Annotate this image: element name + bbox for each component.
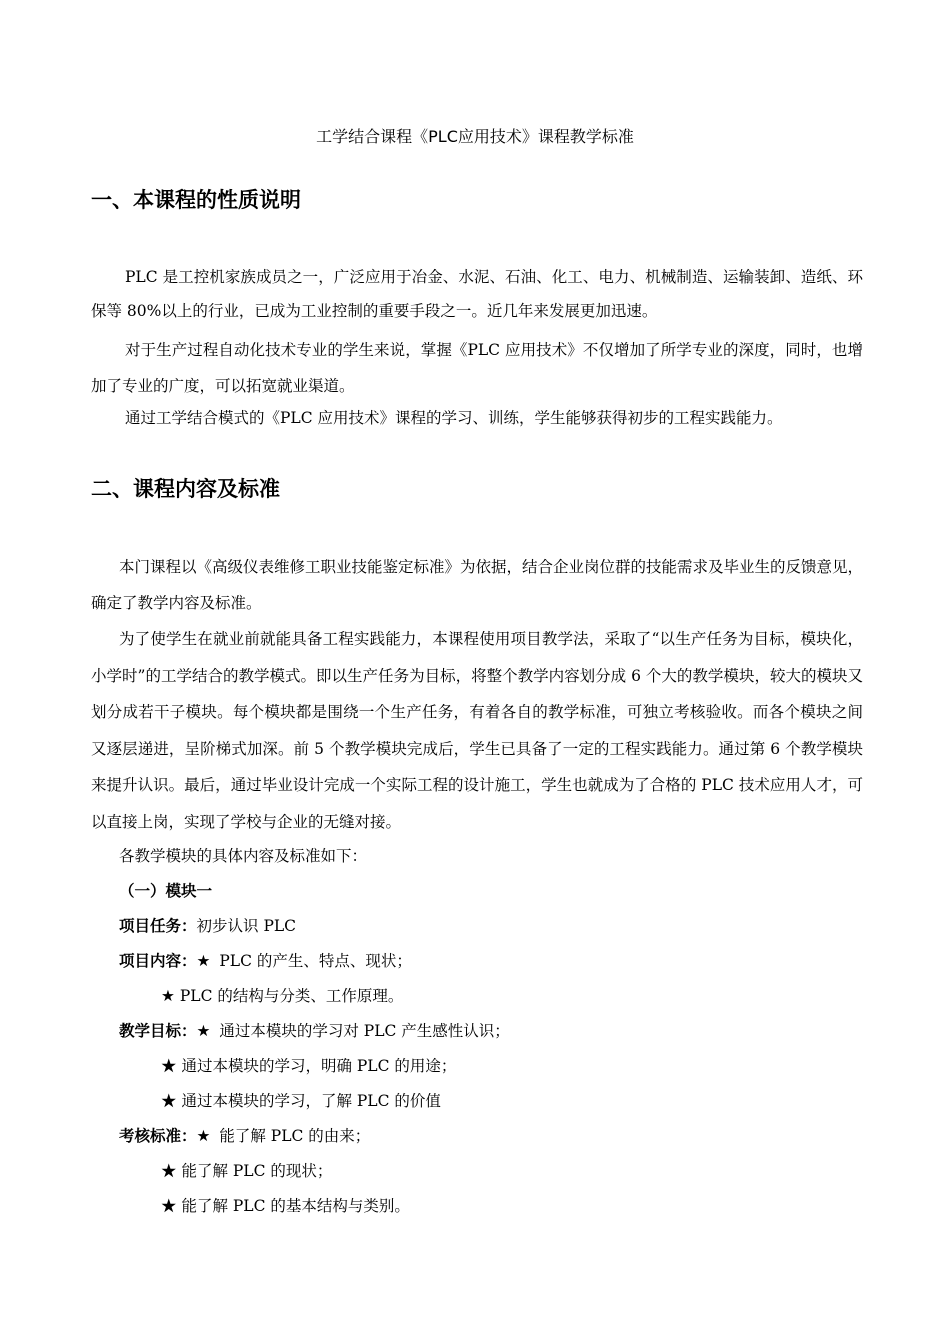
goal-row-1 (119, 1019, 510, 1041)
module-heading: （一）模块一 (119, 882, 213, 900)
document-title: 工学结合课程《PLC应用技术》课程教学标准 (316, 127, 634, 146)
section2-paragraph-2: 为了使学生在就业前就能具备工程实践能力，本课程使用项目教学法，采取了“以生产任务为目标，模块化，小学时”的工学结合的教学模式。即以生产任务为目标，将整个教学内容划分成 6 个大的教学模块，较大的模块又划分成若干子模块。每个模块都是围绕一个生产任务，有着各自的教学标准，可独立考核验收。而各个模块之间又逐层递进，呈阶梯式加深。前 5 个教学模块完成后，学生已具备了一定的工程实践能力。通过第 6 个教学模块来提升认识。最后，通过毕业设计完成一个实际工程的设计施工，学生也就成为了合格的 PLC 技术应用人才，可以直接上岗，实现了学校与企业的无缝对接。 (91, 630, 863, 831)
goal-item: 通过本模块的学习对 PLC 产生感性认识； (219, 1022, 510, 1040)
star-icon: ★ (161, 1162, 177, 1180)
goal-item: 通过本模块的学习，明确 PLC 的用途； (181, 1057, 457, 1075)
assess-item: 能了解 PLC 的由来； (219, 1127, 371, 1145)
assess-row-2 (161, 1159, 332, 1181)
star-icon: ★ (161, 1197, 177, 1215)
content-row-1 (119, 949, 412, 971)
assess-label: 考核标准： (119, 1127, 197, 1145)
section2-paragraph-1: 本门课程以《高级仪表维修工职业技能鉴定标准》为依据，结合企业岗位群的技能需求及毕业生的反馈意见，确定了教学内容及标准。 (91, 558, 864, 612)
goal-row-2 (161, 1054, 456, 1076)
task-label: 项目任务： (119, 917, 197, 935)
section-heading-1: 一、本课程的性质说明 (91, 188, 301, 212)
section-heading-2: 二、课程内容及标准 (91, 477, 280, 501)
section1-paragraph-2: 对于生产过程自动化技术专业的学生来说，掌握《PLC 应用技术》不仅增加了所学专业的深度，同时，也增加了专业的广度，可以拓宽就业渠道。 (91, 341, 863, 395)
content-row-2 (161, 984, 403, 1006)
task-row (119, 914, 296, 936)
goal-item: 通过本模块的学习，了解 PLC 的价值 (181, 1092, 441, 1110)
star-icon: ★ (196, 1022, 211, 1040)
goal-row-3 (161, 1089, 441, 1111)
goal-label: 教学目标： (119, 1022, 197, 1040)
star-icon: ★ (196, 1127, 211, 1145)
section1-paragraph-3: 通过工学结合模式的《PLC 应用技术》课程的学习、训练，学生能够获得初步的工程实践能力。 (125, 409, 783, 427)
assess-row-1 (119, 1124, 370, 1146)
task-value: 初步认识 PLC (196, 917, 297, 935)
star-icon: ★ (161, 1057, 177, 1075)
star-icon: ★ (196, 952, 211, 970)
star-icon: ★ (161, 987, 175, 1005)
assess-item: 能了解 PLC 的现状； (181, 1162, 333, 1180)
content-label: 项目内容： (119, 952, 197, 970)
assess-item: 能了解 PLC 的基本结构与类别。 (181, 1197, 410, 1215)
assess-row-3 (161, 1194, 410, 1216)
star-icon: ★ (161, 1092, 177, 1110)
content-item: PLC 的结构与分类、工作原理。 (179, 987, 404, 1005)
section1-paragraph-1: PLC 是工控机家族成员之一，广泛应用于冶金、水泥、石油、化工、电力、机械制造、运输装卸、造纸、环保等 80%以上的行业，已成为工业控制的重要手段之一。近几年来发展更加迅速。 (91, 268, 863, 320)
section2-paragraph-3: 各教学模块的具体内容及标准如下： (119, 847, 368, 865)
content-item: PLC 的产生、特点、现状； (219, 952, 412, 970)
